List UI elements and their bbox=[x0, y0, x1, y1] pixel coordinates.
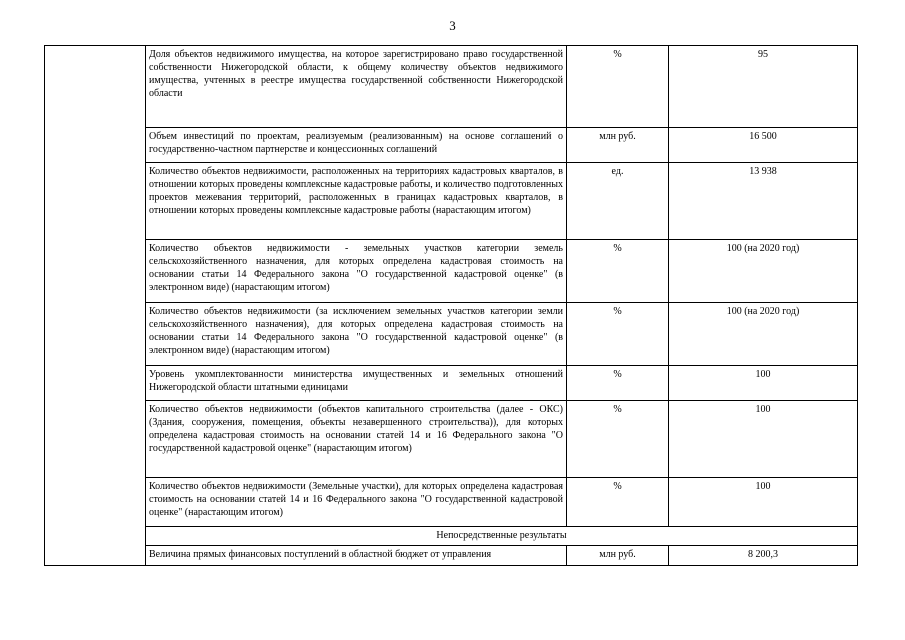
indicator-description: Количество объектов недвижимости (за исключением земельных участков категории земли сельскохозяйственного назначения), для которых определена кадастровая стоимость на основании статьи 14 Федерального закона "О государственной кадастровой оценке" (в электронном виде) (нарастающим итогом) bbox=[146, 303, 567, 366]
indicator-unit: % bbox=[567, 478, 669, 527]
indicator-value: 100 bbox=[669, 366, 858, 401]
table-row bbox=[45, 240, 858, 303]
indicator-value: 100 bbox=[669, 401, 858, 478]
indicator-value: 16 500 bbox=[669, 128, 858, 163]
indicators-table bbox=[44, 45, 858, 566]
table-row bbox=[45, 478, 858, 527]
table-row bbox=[45, 163, 858, 240]
indicator-unit: % bbox=[567, 366, 669, 401]
indicator-unit: млн руб. bbox=[567, 128, 669, 163]
table-row bbox=[45, 366, 858, 401]
indicator-value: 13 938 bbox=[669, 163, 858, 240]
indicator-value: 100 (на 2020 год) bbox=[669, 240, 858, 303]
indicator-value: 100 bbox=[669, 478, 858, 527]
left-empty-cell bbox=[45, 46, 146, 566]
indicator-unit: % bbox=[567, 240, 669, 303]
table-row bbox=[45, 46, 858, 128]
indicator-description: Объем инвестиций по проектам, реализуемым (реализованным) на основе соглашений о государственно-частном партнерстве и концессионных соглашений bbox=[146, 128, 567, 163]
indicator-unit: % bbox=[567, 303, 669, 366]
indicator-description: Количество объектов недвижимости, расположенных на территориях кадастровых кварталов, в отношении которых проведены комплексные кадастровые работы, и количество подготовленных проектов межевания территорий, расположенных в границах кадастровых кварталов, в отношении которых проведены комплексные кадастровые работы (нарастающим итогом) bbox=[146, 163, 567, 240]
indicator-description: Доля объектов недвижимого имущества, на которое зарегистрировано право государственной собственности Нижегородской области, к общему количеству объектов недвижимого имущества, учтенных в реестре имущества государственной собственности Нижегородской области bbox=[146, 46, 567, 128]
indicator-value: 8 200,3 bbox=[669, 546, 858, 566]
table-row bbox=[45, 128, 858, 163]
indicator-description: Количество объектов недвижимости (объектов капитального строительства (далее - ОКС) (Здания, сооружения, помещения, объекты незавершенного строительства)), для которых определена кадастровая стоимость на основании статей 14 и 16 Федерального закона "О государственной кадастровой оценке" (нарастающим итогом) bbox=[146, 401, 567, 478]
page-number: 3 bbox=[449, 18, 456, 33]
indicator-unit: % bbox=[567, 401, 669, 478]
indicator-unit: % bbox=[567, 46, 669, 128]
indicator-value: 95 bbox=[669, 46, 858, 128]
indicator-value: 100 (на 2020 год) bbox=[669, 303, 858, 366]
table-row bbox=[45, 401, 858, 478]
table-row bbox=[45, 527, 858, 546]
indicator-description: Количество объектов недвижимости - земельных участков категории земель сельскохозяйственного назначения, для которых определена кадастровая стоимость на основании статьи 14 Федерального закона "О государственной кадастровой оценке" (в электронном виде) (нарастающим итогом) bbox=[146, 240, 567, 303]
indicator-description: Уровень укомплектованности министерства имущественных и земельных отношений Нижегородской области штатными единицами bbox=[146, 366, 567, 401]
table-row bbox=[45, 546, 858, 566]
indicator-unit: ед. bbox=[567, 163, 669, 240]
indicator-description: Количество объектов недвижимости (Земельные участки), для которых определена кадастровая стоимость на основании статей 14 и 16 Федерального закона "О государственной кадастровой оценке" (нарастающим итогом) bbox=[146, 478, 567, 527]
section-header: Непосредственные результаты bbox=[146, 527, 858, 546]
table-row bbox=[45, 303, 858, 366]
indicator-description: Величина прямых финансовых поступлений в областной бюджет от управления bbox=[146, 546, 567, 566]
indicator-unit: млн руб. bbox=[567, 546, 669, 566]
